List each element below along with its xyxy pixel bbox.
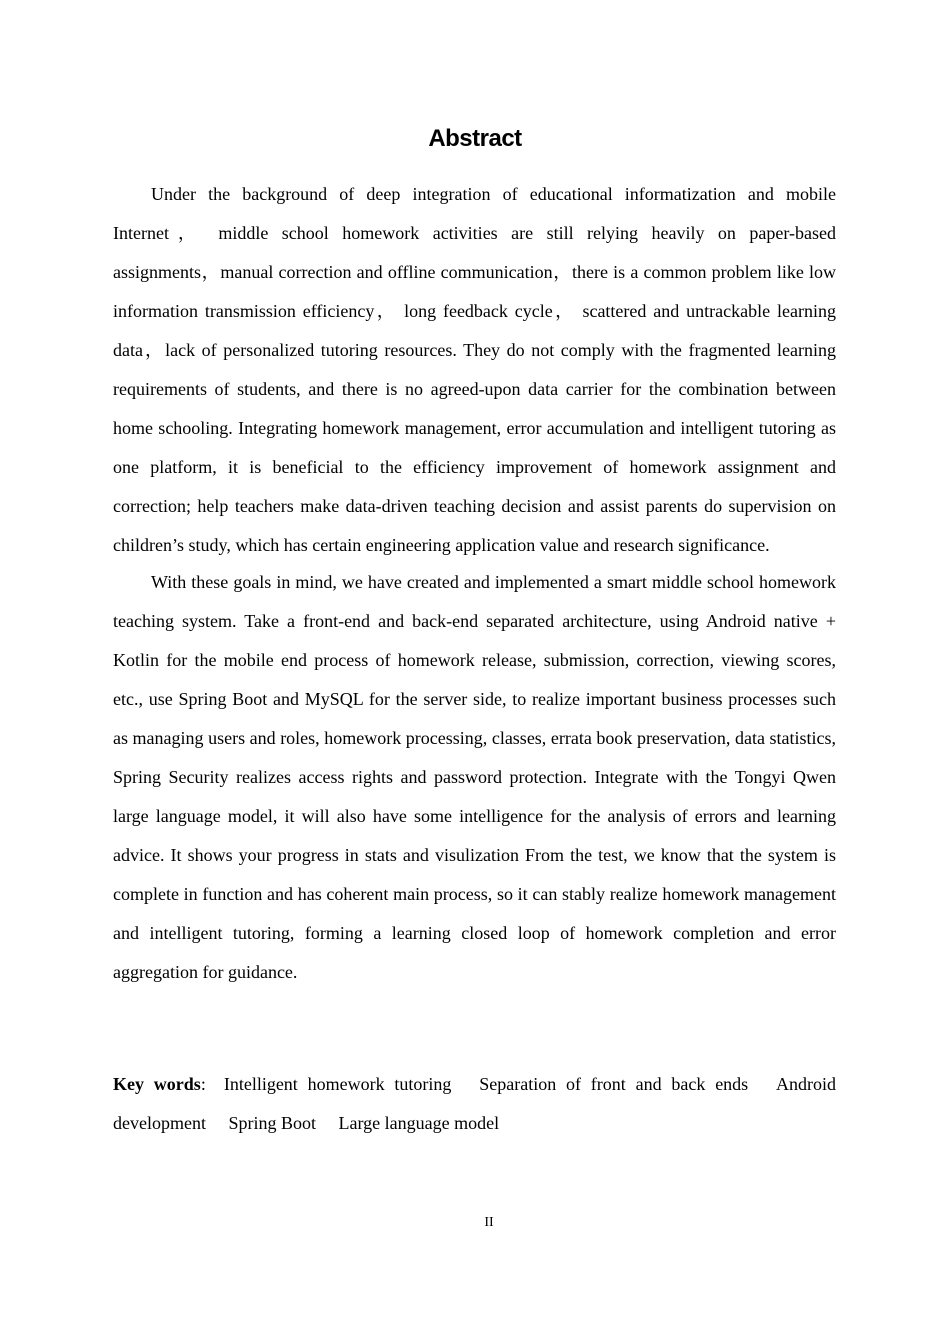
page-number: II [484,1215,494,1230]
abstract-body [113,175,836,992]
keyword-item: Spring Boot [228,1113,316,1133]
keywords-label: Key words [113,1074,201,1094]
keywords-separator: : [200,1074,206,1094]
abstract-paragraph-1: Under the background of deep integration of educational informatization and mobile Internet， middle school homework activities are still relying heavily on paper-based assignments，manual correction and offline communication，there is a common problem like low information transmission efficiency， long feedback cycle， scattered and untrackable learning data，lack of personalized tutoring resources. They do not comply with the fragmented learning requirements of students, and there is no agreed-upon data carrier for the combination between home schooling. Integrating homework management, error accumulation and intelligent tutoring as one platform, it is beneficial to the efficiency improvement of homework assignment and correction; help teachers make data-driven teaching decision and assist parents do supervision on children’s study, which has certain engineering application value and research significance. [113,184,836,555]
keyword-item: Intelligent homework tutoring [223,1074,452,1094]
abstract-title: Abstract [428,125,522,152]
keywords-line [113,1065,836,1143]
keyword-item: Separation of front and back ends [479,1074,749,1094]
keyword-item: Android development [113,1074,836,1133]
abstract-paragraph-2: With these goals in mind, we have created and implemented a smart middle school homework teaching system. Take a front-end and back-end separated architecture, using Android native + Kotlin for the mobile end process of homework release, submission, correction, viewing scores, etc., use Spring Boot and MySQL for the server side, to realize important business processes such as managing users and roles, homework processing, classes, errata book preservation, data statistics, Spring Security realizes access rights and password protection. Integrate with the Tongyi Qwen large language model, it will also have some intelligence for the analysis of errors and learning advice. It shows your progress in stats and visulization From the test, we know that the system is complete in function and has coherent main process, so it can stably realize homework management and intelligent tutoring, forming a learning closed loop of homework completion and error aggregation for guidance. [113,572,836,982]
keyword-item: Large language model [338,1113,500,1133]
